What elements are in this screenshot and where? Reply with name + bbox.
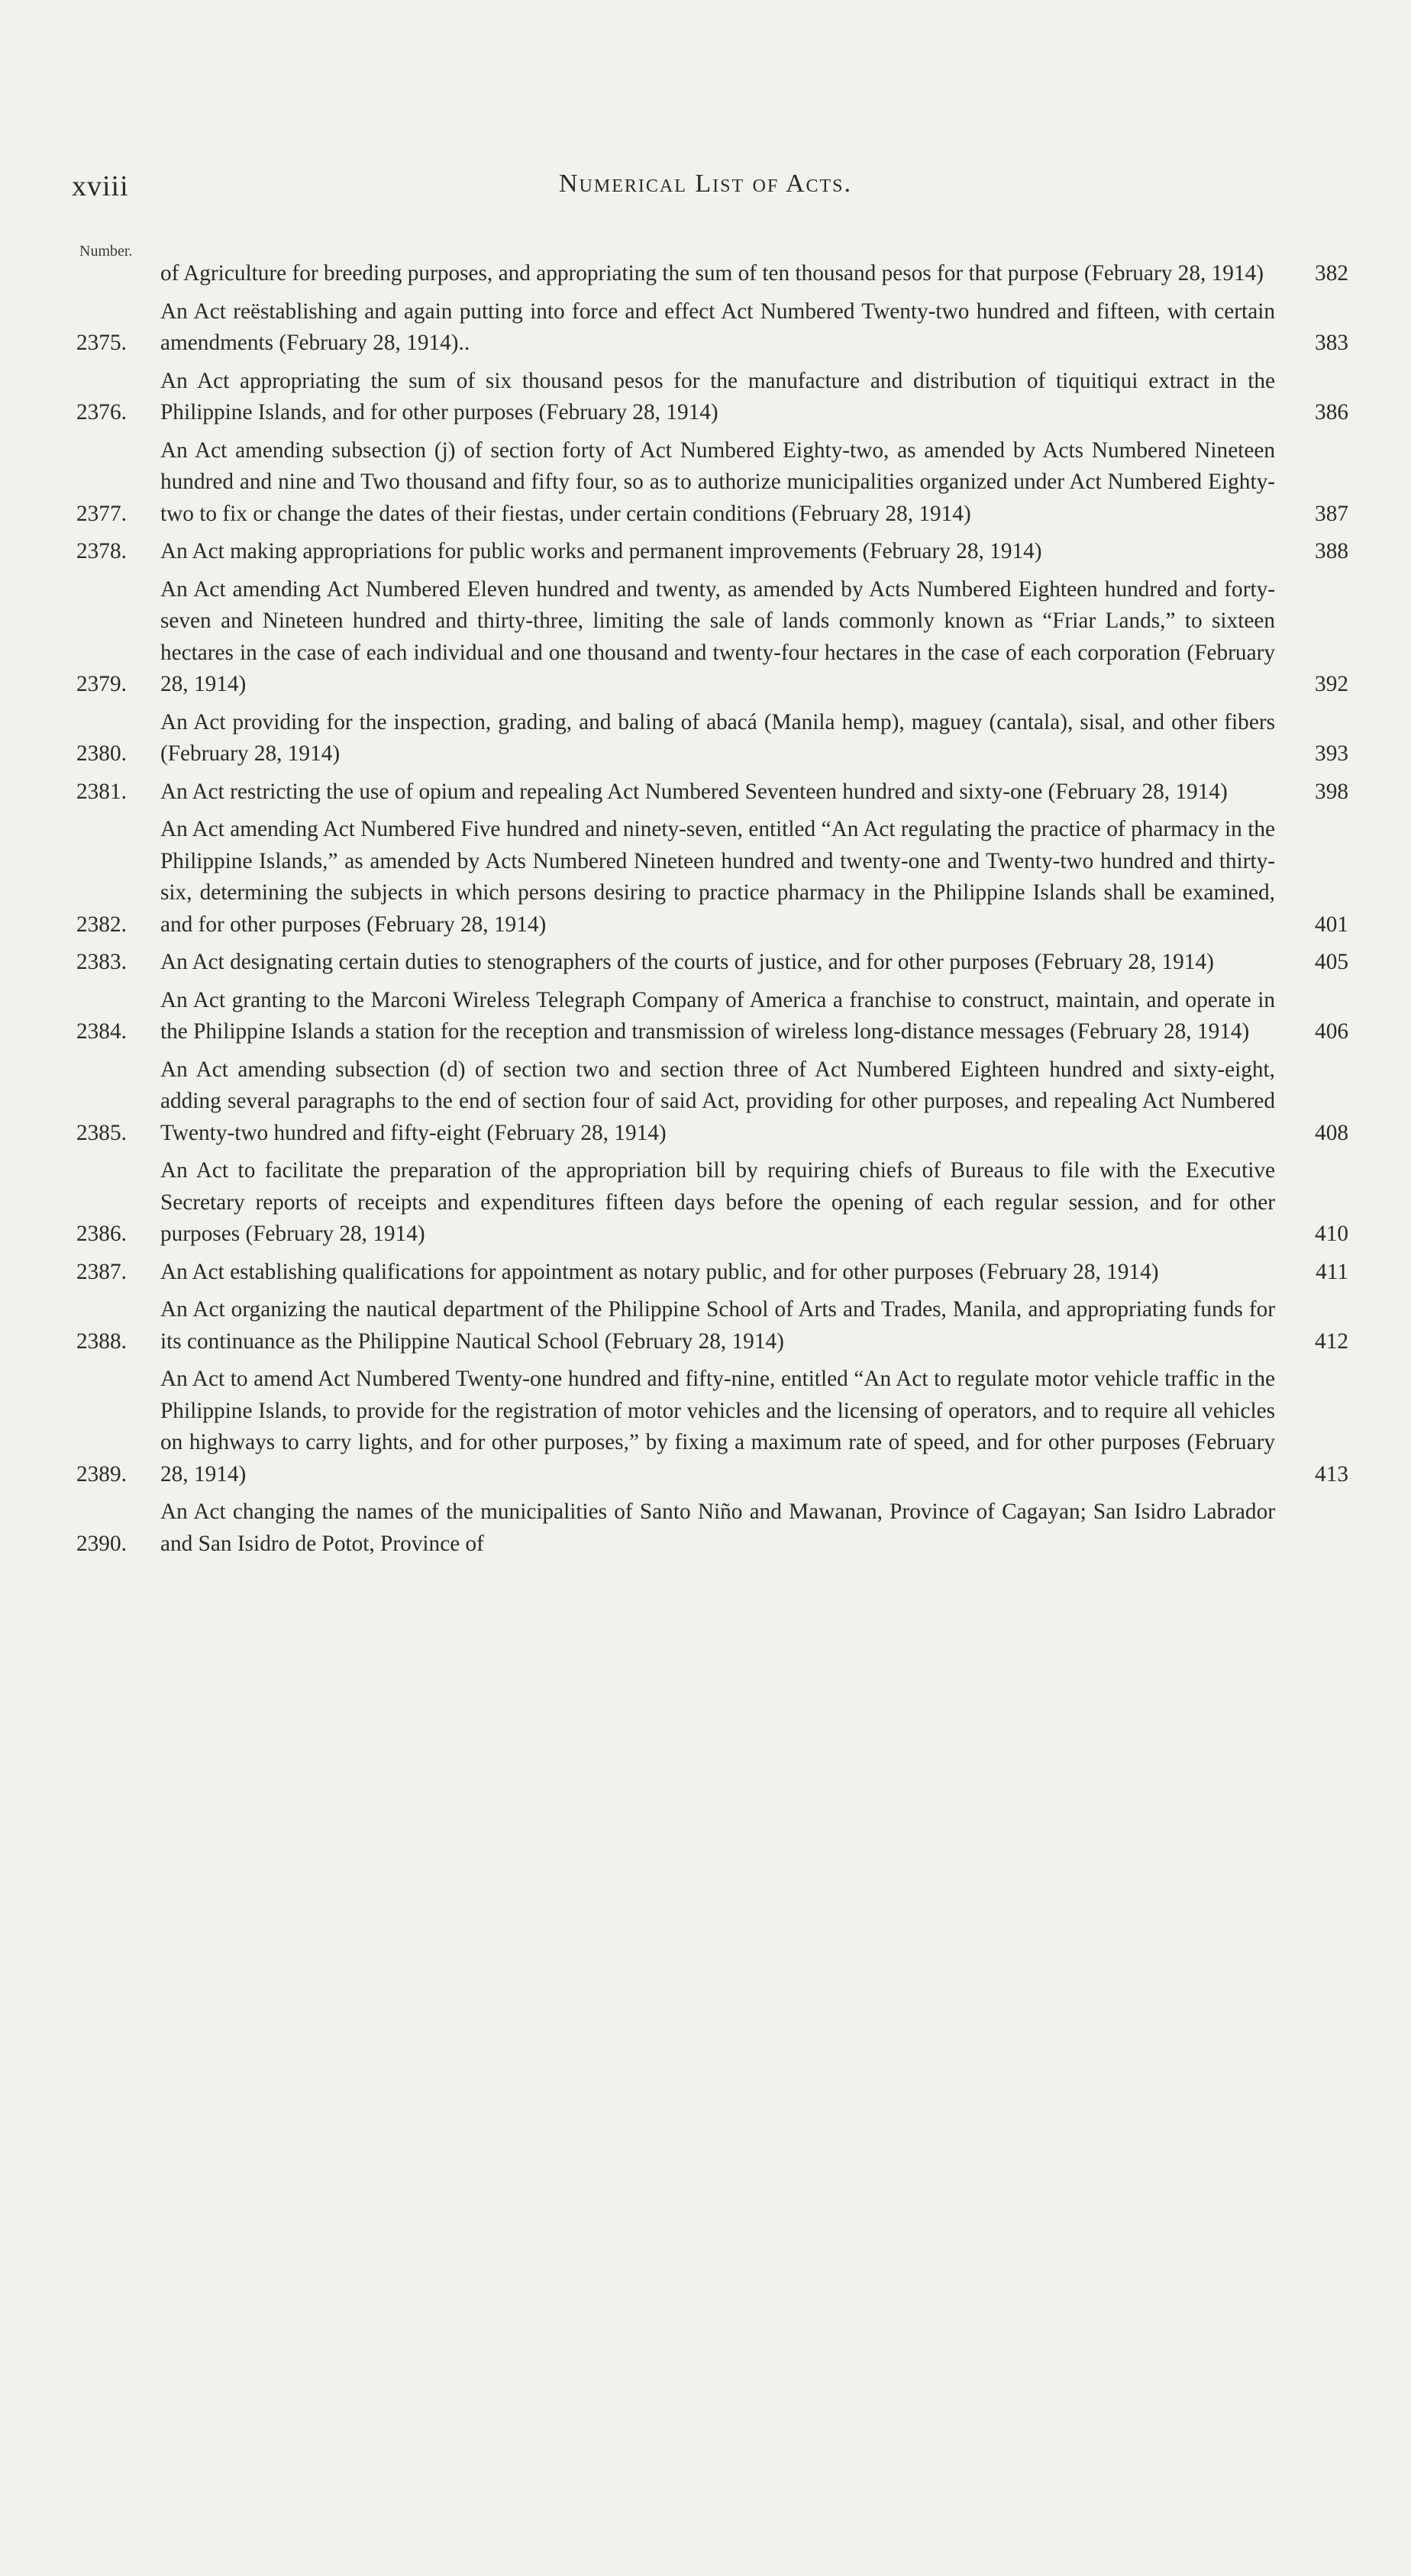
list-item: [76, 1496, 1348, 1560]
page-number: 412: [1315, 1328, 1348, 1354]
act-title: [160, 1054, 1275, 1150]
act-title: [160, 296, 1275, 360]
act-title-text: An Act amending Act Numbered Eleven hundred and twenty, as amended by Acts Numbered Eighteen hundred and forty-seven and Nineteen hundred and thirty-three, limiting the sale of lands commonly known as “Friar Lands,” to sixteen hectares in the case of each individual and one thousand and twenty-four hectares in the case of each corporation (February 28, 1914): [160, 576, 1275, 696]
act-number: 2380.: [76, 741, 127, 766]
act-title-text: An Act amending Act Numbered Five hundred and ninety-seven, entitled “An Act regulating the practice of pharmacy in the Philippine Islands,” as amended by Acts Numbered Nineteen hundred and twenty-one and Twenty-two hundred and thirty-six, determining the subjects in which persons desiring to practice pharmacy in the Philippine Islands shall be examined, and for other purposes (February 28, 1914): [160, 817, 1275, 937]
act-title-text: of Agriculture for breeding purposes, and appropriating the sum of ten thousand pesos for that purpose (February 28, 1914): [160, 261, 1264, 286]
act-title: [160, 1155, 1275, 1251]
act-title-text: An Act to facilitate the preparation of the appropriation bill by requiring chiefs of Bureaus to file with the Executive Secretary reports of receipts and expenditures fifteen days before the opening of each regular session, and for other purposes (February 28, 1914): [160, 1158, 1275, 1246]
list-item: [76, 947, 1348, 979]
page-folio: xviii: [72, 170, 129, 202]
list-item: [76, 366, 1348, 429]
act-title-text: An Act designating certain duties to stenographers of the courts of justice, and for other purposes (February 28, 1914): [160, 950, 1214, 974]
act-number: 2378.: [76, 539, 127, 563]
page-number: 410: [1315, 1222, 1348, 1246]
act-number: 2390.: [76, 1531, 127, 1556]
act-title: [160, 366, 1275, 429]
page-number: 392: [1315, 672, 1348, 696]
page-number: 387: [1315, 501, 1348, 526]
running-title: Numerical List of Acts.: [558, 169, 853, 198]
act-title: [160, 776, 1275, 809]
act-title-text: An Act appropriating the sum of six thousand pesos for the manufacture and distribution of tiquitiqui extract in the Philippine Islands, and for other purposes (February 28, 1914): [160, 368, 1275, 424]
act-number: 2388.: [76, 1328, 127, 1354]
page-number: 398: [1315, 779, 1348, 804]
number-column-label: Number.: [79, 243, 133, 260]
act-number: 2384.: [76, 1019, 127, 1044]
act-title: [160, 536, 1275, 568]
page-number: 383: [1315, 331, 1348, 355]
act-title-text: An Act to amend Act Numbered Twenty-one hundred and fifty-nine, entitled “An Act to regulate motor vehicle traffic in the Philippine Islands, to provide for the registration of motor vehicles and the licensing of operators, and to require all vehicles on highways to carry lights, and for other purposes,” by fixing a maximum rate of speed, and for other purposes (February 28, 1914): [160, 1367, 1275, 1487]
act-title-text: An Act changing the names of the municipalities of Santo Niño and Mawanan, Province of Cagayan; San Isidro Labrador and San Isidro de Potot, Province of: [160, 1499, 1275, 1556]
act-title: [160, 1364, 1275, 1490]
list-item: [76, 1294, 1348, 1357]
act-title-text: An Act organizing the nautical department of the Philippine School of Arts and Trades, Manila, and appropriating funds for its continuance as the Philippine Nautical School (February 28, 1914): [160, 1297, 1275, 1354]
list-item: [76, 707, 1348, 770]
acts-list: [76, 258, 1348, 1566]
page-number: 382: [1315, 261, 1348, 286]
act-number: 2381.: [76, 779, 127, 804]
act-title: [160, 258, 1275, 290]
list-item: [76, 258, 1348, 290]
list-item: [76, 1257, 1348, 1289]
act-title-text: An Act reëstablishing and again putting into force and effect Act Numbered Twenty-two hundred and fifteen, with certain amendments (February 28, 1914)..: [160, 299, 1275, 355]
act-number: 2383.: [76, 950, 127, 974]
act-title: [160, 435, 1275, 531]
act-title-text: An Act granting to the Marconi Wireless Telegraph Company of America a franchise to construct, maintain, and operate in the Philippine Islands a station for the reception and transmission of wireless long-distance messages (February 28, 1914): [160, 987, 1275, 1044]
page-number: 411: [1316, 1259, 1348, 1284]
act-title-text: An Act amending subsection (j) of section forty of Act Numbered Eighty-two, as amended by Acts Numbered Nineteen hundred and nine and Two thousand and fifty four, so as to authorize municipalities organized under Act Numbered Eighty-two to fix or change the dates of their fiestas, under certain conditions (February 28, 1914): [160, 437, 1275, 526]
act-number: 2379.: [76, 672, 127, 696]
act-title: [160, 814, 1275, 941]
act-number: 2389.: [76, 1461, 127, 1487]
act-title: [160, 947, 1275, 979]
list-item: [76, 776, 1348, 809]
act-title: [160, 985, 1275, 1048]
list-item: [76, 1054, 1348, 1150]
act-title: [160, 574, 1275, 701]
list-item: [76, 296, 1348, 360]
act-title-text: An Act amending subsection (d) of section two and section three of Act Numbered Eighteen hundred and sixty-eight, adding several paragraphs to the end of section four of said Act, providing for other purposes, and repealing Act Numbered Twenty-two hundred and fifty-eight (February 28, 1914): [160, 1057, 1275, 1145]
act-title-text: An Act providing for the inspection, grading, and baling of abacá (Manila hemp), maguey (cantala), sisal, and other fibers (February 28, 1914): [160, 709, 1275, 766]
act-title: [160, 1496, 1275, 1560]
page-number: 386: [1315, 400, 1348, 424]
act-number: 2377.: [76, 501, 127, 526]
list-item: [76, 985, 1348, 1048]
act-title: [160, 1257, 1275, 1289]
page-number: 406: [1315, 1019, 1348, 1044]
list-item: [76, 1155, 1348, 1251]
act-number: 2382.: [76, 912, 127, 937]
act-title-text: An Act establishing qualifications for appointment as notary public, and for other purposes (February 28, 1914): [160, 1259, 1159, 1284]
act-title: [160, 707, 1275, 770]
page-number: 413: [1315, 1461, 1348, 1487]
page-number: 405: [1315, 950, 1348, 974]
act-number: 2376.: [76, 400, 127, 424]
act-number: 2375.: [76, 331, 127, 355]
list-item: [76, 435, 1348, 531]
list-item: [76, 574, 1348, 701]
page-number: 408: [1315, 1120, 1348, 1145]
page-number: 401: [1315, 912, 1348, 937]
act-title-text: An Act making appropriations for public works and permanent improvements (February 28, 1914): [160, 539, 1042, 563]
act-title: [160, 1294, 1275, 1357]
act-number: 2386.: [76, 1222, 127, 1246]
page-number: 393: [1315, 741, 1348, 766]
act-number: 2385.: [76, 1120, 127, 1145]
act-title-text: An Act restricting the use of opium and repealing Act Numbered Seventeen hundred and sixty-one (February 28, 1914): [160, 779, 1228, 804]
list-item: [76, 814, 1348, 941]
list-item: [76, 536, 1348, 568]
page-number: 388: [1315, 539, 1348, 563]
act-number: 2387.: [76, 1259, 127, 1284]
list-item: [76, 1364, 1348, 1490]
